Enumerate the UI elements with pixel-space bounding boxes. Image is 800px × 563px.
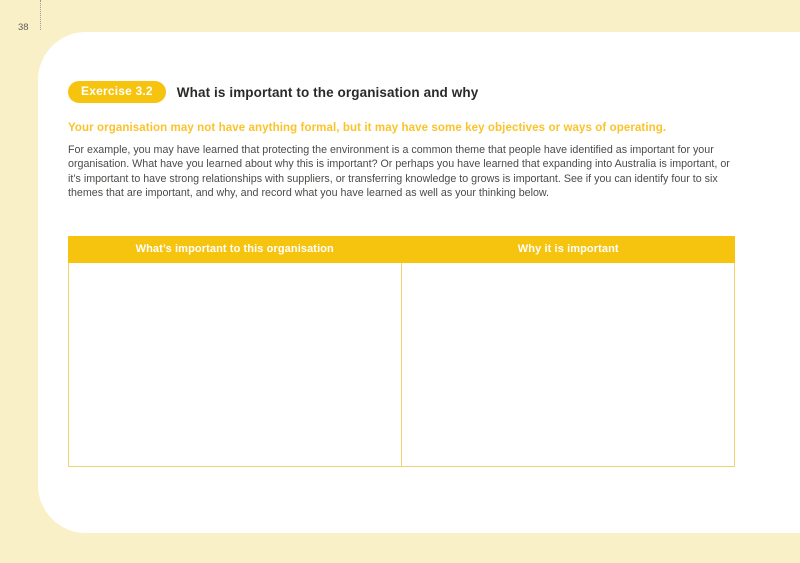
- table-body-row: [68, 263, 735, 467]
- exercise-header: [68, 81, 735, 103]
- page-number: 38: [18, 22, 29, 33]
- content-panel: [38, 32, 800, 533]
- dotted-guide-line: [40, 0, 41, 30]
- content-area: [38, 32, 800, 467]
- table-cell-important-input[interactable]: [69, 263, 402, 466]
- table-header-why: Why it is important: [517, 242, 619, 255]
- exercise-badge: Exercise 3.2: [68, 81, 166, 103]
- table-header-important: What’s important to this organisation: [135, 242, 334, 255]
- table-header-row: [68, 236, 735, 263]
- page-title: What is important to the organisation and why: [176, 84, 479, 100]
- intro-highlight: Your organisation may not have anything formal, but it may have some key objectives or ways of operating.: [68, 122, 667, 134]
- worksheet-table: [68, 236, 735, 467]
- table-cell-why-input[interactable]: [402, 263, 735, 466]
- intro-body: For example, you may have learned that protecting the environment is a common theme that people have identified as important for your organisation. What have you learned about why this is important? Or perhaps you have learned that expanding into Australia is important, or it’s important to have strong relationships with suppliers, or transferring knowledge to grows is important. See if you can identify four to six themes that are important, and why, and record what you have learned as well as your thinking below.: [68, 144, 730, 200]
